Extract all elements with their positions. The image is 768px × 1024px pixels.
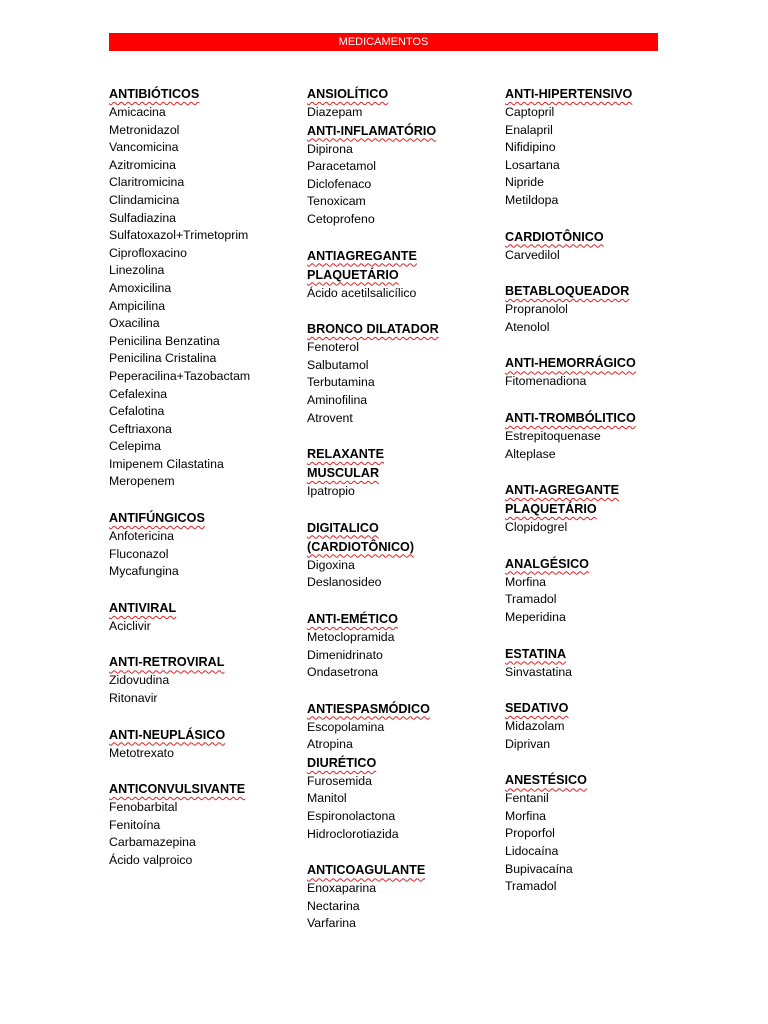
category-block xyxy=(307,445,439,501)
medication-item: Penicilina Cristalina xyxy=(109,351,217,366)
category-block xyxy=(505,555,636,627)
medication-item: Escopolamina xyxy=(307,719,385,734)
medication-item: Fentanil xyxy=(505,791,549,806)
category-block xyxy=(307,122,439,229)
column-3 xyxy=(505,85,636,896)
category-heading: ANSIOLÍTICO xyxy=(307,87,389,101)
category-block xyxy=(307,610,439,682)
medication-item: Fluconazol xyxy=(109,546,169,561)
medication-item: Cefalexina xyxy=(109,386,168,401)
medication-item: Ceftriaxona xyxy=(109,421,172,436)
medication-item: Ácido valproico xyxy=(109,853,193,867)
category-block xyxy=(307,320,439,427)
medication-item: Furosemida xyxy=(307,773,372,788)
category-heading: ANTI-HIPERTENSIVO xyxy=(505,87,633,101)
medication-item: Digoxina xyxy=(307,557,355,572)
medication-item: Amoxicilina xyxy=(109,280,172,295)
category-block xyxy=(109,780,250,869)
category-heading: ESTATINA xyxy=(505,646,567,661)
category-block xyxy=(109,85,250,491)
medication-item: Diclofenaco xyxy=(307,176,372,191)
medication-item: Peperacilina+Tazobactam xyxy=(109,368,251,383)
column-2 xyxy=(307,85,439,933)
category-heading: RELAXANTE MUSCULAR xyxy=(307,447,384,481)
category-heading: ANTI-NEUPLÁSICO xyxy=(109,727,226,742)
medication-item: Imipenem Cilastatina xyxy=(109,456,224,471)
medication-item: Carbamazepina xyxy=(109,835,196,850)
category-block xyxy=(505,645,636,682)
category-heading: ANTI-INFLAMATÓRIO xyxy=(307,123,437,138)
medication-item: Tenoxicam xyxy=(307,194,366,209)
medication-item: Bupivacaína xyxy=(505,861,573,876)
medication-item: Diazepam xyxy=(307,105,363,119)
category-block xyxy=(109,726,250,763)
medication-item: Cetoprofeno xyxy=(307,211,375,226)
category-heading: DIGITALICO (CARDIOTÔNICO) xyxy=(307,520,415,554)
medication-item: Metronidazol xyxy=(109,122,180,137)
medication-item: Ampicilina xyxy=(109,298,166,313)
category-block xyxy=(505,282,636,336)
medication-item: Meperidina xyxy=(505,609,566,624)
medication-item: Oxacilina xyxy=(109,316,160,331)
medication-item: Espironolactona xyxy=(307,809,396,824)
medication-item: Ciprofloxacino xyxy=(109,245,187,260)
medication-item: Fenobarbital xyxy=(109,800,178,815)
medication-item: Atenolol xyxy=(505,319,550,334)
medication-item: Enalapril xyxy=(505,122,553,137)
medication-item: Sulfatoxazol+Trimetoprim xyxy=(109,228,249,243)
medication-item: Dipirona xyxy=(307,141,353,156)
medication-item: Metotrexato xyxy=(109,745,174,760)
medication-item: Midazolam xyxy=(505,719,565,734)
medication-item: Fitomenadiona xyxy=(505,374,587,389)
medication-item: Hidroclorotiazida xyxy=(307,826,399,841)
category-heading: ANESTÉSICO xyxy=(505,773,587,788)
medication-item: Dimenidrinato xyxy=(307,647,383,662)
category-block xyxy=(307,861,439,933)
medication-item: Losartana xyxy=(505,157,560,172)
medication-item: Alteplase xyxy=(505,446,556,461)
medication-item: Estrepitoquenase xyxy=(505,428,601,443)
category-block xyxy=(505,228,636,265)
medication-item: Amicacina xyxy=(109,105,166,119)
column-1 xyxy=(109,85,250,870)
category-block xyxy=(307,85,439,122)
category-heading: ANTIVIRAL xyxy=(109,600,177,615)
category-block xyxy=(109,653,250,707)
medication-item: Zidovudina xyxy=(109,673,170,688)
medication-item: Propranolol xyxy=(505,302,568,317)
category-heading: ANTI-AGREGANTE PLAQUETÁRIO xyxy=(505,483,620,517)
medication-item: Mycafungina xyxy=(109,564,179,579)
medication-item: Terbutamina xyxy=(307,375,375,390)
category-heading: ANTIESPASMÓDICO xyxy=(307,701,430,716)
medication-item: Carvedilol xyxy=(505,247,560,262)
medication-item: Atrovent xyxy=(307,410,353,425)
medication-item: Lidocaína xyxy=(505,844,559,859)
category-block xyxy=(307,754,439,843)
category-heading: CARDIOTÔNICO xyxy=(505,229,604,244)
category-block xyxy=(307,519,439,592)
medication-item: Morfina xyxy=(505,808,547,823)
category-block xyxy=(307,700,439,754)
medication-item: Sinvastatina xyxy=(505,664,572,679)
medication-item: Meropenem xyxy=(109,474,175,489)
medication-item: Aciclivir xyxy=(109,618,151,633)
medication-item: Sulfadiazina xyxy=(109,210,176,225)
document-title: MEDICAMENTOS xyxy=(109,33,658,51)
category-heading: ANTIBIÓTICOS xyxy=(109,87,200,101)
medication-item: Celepima xyxy=(109,439,161,454)
category-heading: ANTICONVULSIVANTE xyxy=(109,782,246,797)
medication-item: Anfotericina xyxy=(109,529,174,544)
medication-item: Clopidogrel xyxy=(505,520,568,535)
medication-item: Enoxaparina xyxy=(307,881,377,896)
medication-item: Vancomicina xyxy=(109,140,179,155)
medication-item: Nectarina xyxy=(307,898,360,913)
category-block xyxy=(505,771,636,896)
category-block xyxy=(307,247,439,303)
medication-item: Nifidipino xyxy=(505,140,556,155)
medication-item: Clindamicina xyxy=(109,192,180,207)
medication-item: Penicilina Benzatina xyxy=(109,333,220,348)
medication-item: Ritonavir xyxy=(109,691,158,706)
medication-item: Nipride xyxy=(505,175,544,190)
medication-item: Morfina xyxy=(505,574,547,589)
category-block xyxy=(505,409,636,463)
medication-item: Atropina xyxy=(307,737,353,752)
category-heading: ANTI-EMÉTICO xyxy=(307,611,398,626)
medication-item: Ácido acetilsalicílico xyxy=(307,285,417,300)
category-heading: ANTIFÚNGICOS xyxy=(109,511,205,526)
medication-item: Azitromicina xyxy=(109,157,176,172)
medication-item: Ipatropio xyxy=(307,484,355,499)
medication-item: Deslanosideo xyxy=(307,575,382,590)
medication-item: Tramadol xyxy=(505,592,557,607)
category-heading: BRONCO DILATADOR xyxy=(307,322,439,337)
category-heading: BETABLOQUEADOR xyxy=(505,284,630,299)
medication-item: Tramadol xyxy=(505,879,557,894)
category-block xyxy=(109,509,250,581)
medication-item: Cefalotina xyxy=(109,404,165,419)
category-block xyxy=(505,354,636,391)
category-block xyxy=(505,85,636,210)
medication-item: Claritromicina xyxy=(109,175,185,190)
category-heading: ANTI-TROMBÓLITICO xyxy=(505,410,636,425)
category-block xyxy=(109,599,250,636)
medication-item: Linezolina xyxy=(109,263,165,278)
category-heading: ANTI-HEMORRÁGICO xyxy=(505,356,636,371)
category-block xyxy=(505,699,636,753)
medication-item: Ondasetrona xyxy=(307,665,379,680)
medication-item: Fenoterol xyxy=(307,340,359,355)
category-heading: ANTI-RETROVIRAL xyxy=(109,655,225,670)
category-block xyxy=(505,481,636,537)
medication-item: Proporfol xyxy=(505,826,555,841)
medication-item: Fenitoína xyxy=(109,817,161,832)
category-heading: ANALGÉSICO xyxy=(505,556,589,571)
medication-item: Diprivan xyxy=(505,736,551,751)
medication-item: Manitol xyxy=(307,791,347,806)
medication-item: Captopril xyxy=(505,105,555,119)
medication-item: Metoclopramida xyxy=(307,629,395,644)
medication-item: Aminofilina xyxy=(307,392,368,407)
category-heading: SEDATIVO xyxy=(505,701,569,716)
medication-item: Metildopa xyxy=(505,192,559,207)
category-heading: ANTICOAGULANTE xyxy=(307,863,426,878)
category-heading: DIURÉTICO xyxy=(307,755,377,770)
medication-item: Paracetamol xyxy=(307,159,377,174)
medication-item: Varfarina xyxy=(307,916,356,931)
category-heading: ANTIAGREGANTE PLAQUETÁRIO xyxy=(307,248,417,282)
medication-item: Salbutamol xyxy=(307,357,369,372)
